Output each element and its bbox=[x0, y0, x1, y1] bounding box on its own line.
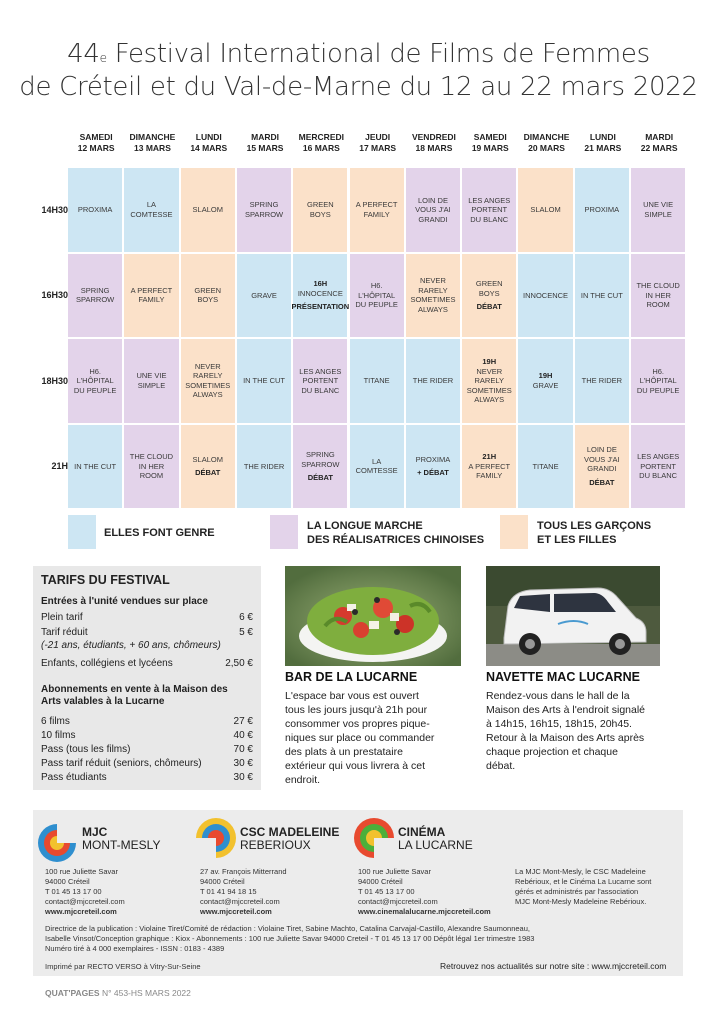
tarifs-box bbox=[33, 566, 261, 790]
day-header: DIMANCHE 20 MARS bbox=[523, 132, 570, 153]
issue-number: QUAT'PAGES N° 453-HS MARS 2022 bbox=[45, 988, 191, 998]
day-header: LUNDI 21 MARS bbox=[584, 132, 622, 153]
bar-text-line: L'espace bar vous est ouvert bbox=[285, 690, 419, 702]
printer-note: Imprimé par RECTO VERSO à Vitry-Sur-Seine bbox=[45, 962, 201, 971]
screening-cell: SLALOM bbox=[181, 168, 237, 254]
screening-cell: INNOCENCE bbox=[518, 254, 574, 340]
screening-cell: H6. L'HÔPITAL DU PEUPLE bbox=[350, 254, 406, 340]
screening-cell: IN THE CUT bbox=[68, 425, 124, 511]
screening-cell: PROXIMA bbox=[575, 168, 631, 254]
day-header: MERCREDI 16 MARS bbox=[298, 132, 344, 153]
day-header: JEUDI 17 MARS bbox=[359, 132, 397, 153]
screening-cell: GREEN BOYS DÉBAT bbox=[462, 254, 518, 340]
screening-cell: A PERFECT FAMILY bbox=[124, 254, 180, 340]
lucarne-logo-icon bbox=[352, 816, 396, 860]
navette-description bbox=[486, 689, 645, 773]
screening-cell: 16H INNOCENCE PRÉSENTATION bbox=[293, 254, 349, 340]
navette-text-line: Maison des Arts à l'endroit signalé bbox=[486, 704, 646, 716]
screening-cell: LOIN DE VOUS J'AI GRANDI bbox=[406, 168, 462, 254]
day-header: SAMEDI 19 MARS bbox=[471, 132, 509, 153]
tarifs-sub-entries: Entrées à l'unité vendues sur place bbox=[41, 596, 208, 607]
day-header: LUNDI 14 MARS bbox=[190, 132, 228, 153]
screening-cell: 19H NEVER RARELY SOMETIMES ALWAYS bbox=[462, 339, 518, 425]
legend-label: TOUS LES GARÇONS ET LES FILLES bbox=[537, 520, 652, 546]
screening-cell: 21H A PERFECT FAMILY bbox=[462, 425, 518, 511]
screening-cell: LOIN DE VOUS J'AI GRANDI DÉBAT bbox=[575, 425, 631, 511]
screening-cell: LA COMTESSE bbox=[350, 425, 406, 511]
screening-cell: IN THE CUT bbox=[237, 339, 293, 425]
legend-swatch bbox=[68, 515, 96, 549]
navette-text-line: débat. bbox=[486, 760, 516, 772]
tarifs-sub-abos: Abonnements en vente à la Maison des Arts valables à la Lucarne bbox=[41, 684, 228, 707]
screening-cell: UNE VIE SIMPLE bbox=[124, 339, 180, 425]
bar-text-line: tous les jours jusqu'à 21h pour bbox=[285, 704, 428, 716]
legend-swatch bbox=[270, 515, 298, 549]
screening-cell: IN THE CUT bbox=[575, 254, 631, 340]
screening-cell: GREEN BOYS bbox=[181, 254, 237, 340]
screening-cell: LES ANGES PORTENT DU BLANC bbox=[631, 425, 687, 511]
csc-name: CSC MADELEINE REBERIOUX bbox=[240, 825, 340, 852]
abo-row: 10 films 40 € bbox=[41, 730, 253, 741]
screening-cell: A PERFECT FAMILY bbox=[350, 168, 406, 254]
screening-cell: PROXIMA + DÉBAT bbox=[406, 425, 462, 511]
screening-cell: TITANE bbox=[350, 339, 406, 425]
mjc-name: MJC MONT-MESLY bbox=[82, 825, 161, 852]
bar-text-line: des plats à un prestataire bbox=[285, 746, 403, 758]
day-header: DIMANCHE 13 MARS bbox=[129, 132, 176, 153]
mjc-address: 100 rue Juliette Savar 94000 Créteil T 01 45 13 17 00 contact@mjccreteil.com www.mjccreteil.com bbox=[45, 867, 125, 916]
abo-row: Pass étudiants 30 € bbox=[41, 772, 253, 783]
navette-text-line: chaque projection et chaque bbox=[486, 746, 618, 758]
day-header: MARDI 15 MARS bbox=[246, 132, 284, 153]
screening-cell: SPRING SPARROW bbox=[237, 168, 293, 254]
screening-cell: THE CLOUD IN HER ROOM bbox=[631, 254, 687, 340]
legend-label: LA LONGUE MARCHE DES RÉALISATRICES CHINOISES bbox=[307, 520, 485, 546]
association-note: La MJC Mont-Mesly, le CSC Madeleine Rebérioux, et le Cinéma La Lucarne sont gérés et administrés par l'association MJC Mont-Mesly Madeleine Rebérioux. bbox=[515, 867, 652, 906]
screening-cell: TITANE bbox=[518, 425, 574, 511]
csc-logo-icon bbox=[194, 816, 238, 860]
legend-swatch bbox=[500, 515, 528, 549]
time-label: 21H bbox=[51, 461, 68, 472]
screening-cell: GREEN BOYS bbox=[293, 168, 349, 254]
abo-row: 6 films 27 € bbox=[41, 716, 253, 727]
screening-cell: H6. L'HÔPITAL DU PEUPLE bbox=[631, 339, 687, 425]
screening-cell: THE RIDER bbox=[406, 339, 462, 425]
navette-text-line: Retour à la Maison des Arts après bbox=[486, 732, 645, 744]
abo-row: Pass tarif réduit (seniors, chômeurs) 30 € bbox=[41, 758, 253, 769]
screening-cell: SPRING SPARROW bbox=[68, 254, 124, 340]
screening-cell: SLALOM bbox=[518, 168, 574, 254]
screening-cell: LA COMTESSE bbox=[124, 168, 180, 254]
tarif-note: (-21 ans, étudiants, + 60 ans, chômeurs) bbox=[41, 640, 221, 651]
day-header: VENDREDI 18 MARS bbox=[411, 132, 456, 153]
navette-title: NAVETTE MAC LUCARNE bbox=[486, 670, 640, 684]
screening-cell: NEVER RARELY SOMETIMES ALWAYS bbox=[181, 339, 237, 425]
screening-cell: LES ANGES PORTENT DU BLANC bbox=[462, 168, 518, 254]
festival-title: 44e Festival International de Films de Femmes de Créteil et du Val-de-Marne du 12 au 22 mars 2022 bbox=[19, 39, 698, 102]
screening-cell: UNE VIE SIMPLE bbox=[631, 168, 687, 254]
salad-photo bbox=[285, 566, 461, 666]
screening-cell: PROXIMA bbox=[68, 168, 124, 254]
screening-cell: SLALOM DÉBAT bbox=[181, 425, 237, 511]
bar-description bbox=[285, 689, 434, 787]
screening-cell: THE CLOUD IN HER ROOM bbox=[124, 425, 180, 511]
screening-cell: THE RIDER bbox=[237, 425, 293, 511]
time-label: 18H30 bbox=[41, 375, 68, 386]
abo-row: Pass (tous les films) 70 € bbox=[41, 744, 253, 755]
bar-text-line: endroit. bbox=[285, 774, 321, 786]
screening-cell: LES ANGES PORTENT DU BLANC bbox=[293, 339, 349, 425]
navette-text-line: à 14h15, 16h15, 18h15, 20h45. bbox=[486, 718, 632, 730]
day-header: SAMEDI 12 MARS bbox=[77, 132, 115, 153]
publication-credits: Directrice de la publication : Violaine Tiret/Comité de rédaction : Violaine Tiret, Sabine Machto, Catalina Carvajal-Castillo, Alexandre Saumonneau, Isabelle Vinsot/Conception graphique : Kiox - Abonnements : 100 rue Juliette Savar 94000 Creteil - T 01 45 13 17 00 Dépôt légal 1er trimestre 1983 Numéro tiré à 4 000 exemplaires - ISSN : 0183 - 4389 bbox=[45, 924, 535, 953]
bar-text-line: extérieur qui vous livrera à cet bbox=[285, 760, 426, 772]
day-header: MARDI 22 MARS bbox=[640, 132, 678, 153]
screening-cell: H6. L'HÔPITAL DU PEUPLE bbox=[68, 339, 124, 425]
bar-title: BAR DE LA LUCARNE bbox=[285, 670, 418, 684]
mjc-logo-icon bbox=[36, 822, 78, 864]
bar-text-line: niques sur place ou commander bbox=[285, 732, 435, 744]
screening-cell: NEVER RARELY SOMETIMES ALWAYS bbox=[406, 254, 462, 340]
screening-cell: SPRING SPARROW DÉBAT bbox=[293, 425, 349, 511]
navette-text-line: Rendez-vous dans le hall de la bbox=[486, 690, 630, 702]
legend-label: ELLES FONT GENRE bbox=[104, 527, 215, 539]
screening-cell: 19H GRAVE bbox=[518, 339, 574, 425]
tarifs-title: TARIFS DU FESTIVAL bbox=[41, 573, 170, 587]
tarif-row: Tarif réduit 5 € bbox=[41, 627, 253, 638]
screening-cell: GRAVE bbox=[237, 254, 293, 340]
bar-text-line: consommer vos propres pique- bbox=[285, 718, 430, 730]
screening-cell: THE RIDER bbox=[575, 339, 631, 425]
lucarne-name: CINÉMA LA LUCARNE bbox=[398, 825, 473, 852]
time-label: 14H30 bbox=[41, 204, 68, 215]
lucarne-address: 100 rue Juliette Savar 94000 Créteil T 01 45 13 17 00 contact@mjccreteil.com www.cinemalalucarne.mjccreteil.com bbox=[358, 867, 491, 916]
time-label: 16H30 bbox=[41, 290, 68, 301]
website-note: Retrouvez nos actualités sur notre site : www.mjccreteil.com bbox=[440, 961, 667, 971]
van-photo bbox=[486, 566, 660, 666]
csc-address: 27 av. François Mitterrand 94000 Créteil T 01 41 94 18 15 contact@mjccreteil.com www.mjccreteil.com bbox=[200, 867, 287, 916]
tarif-row: Enfants, collégiens et lycéens 2,50 € bbox=[41, 658, 253, 669]
tarif-row: Plein tarif 6 € bbox=[41, 612, 253, 623]
